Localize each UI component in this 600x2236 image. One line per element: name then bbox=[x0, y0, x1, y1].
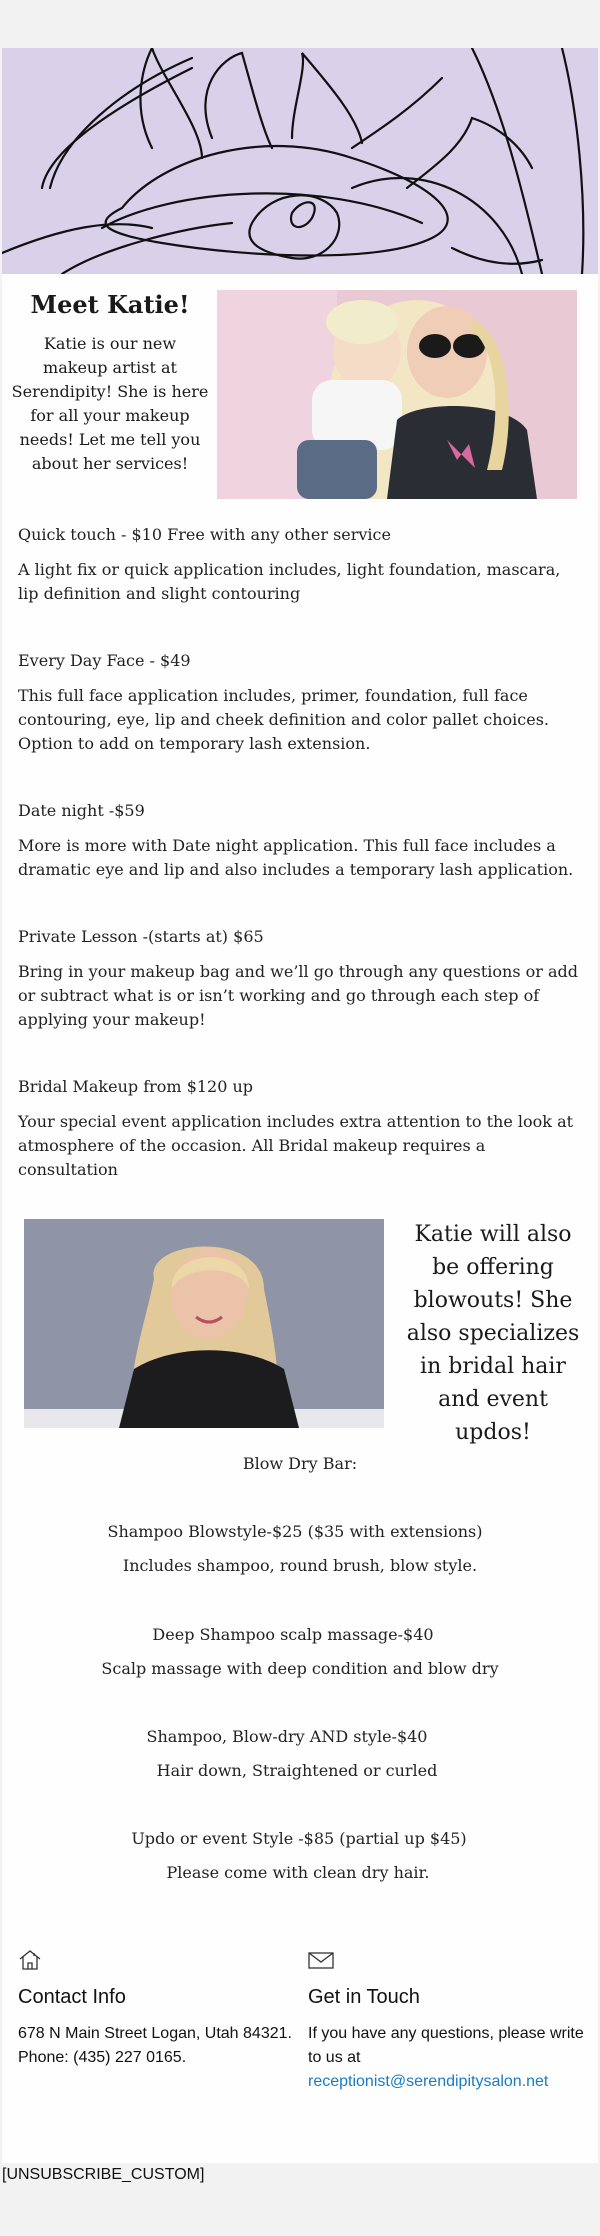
blowdry-item-description: Includes shampoo, round brush, blow style. bbox=[122, 1556, 478, 1575]
get-in-touch-section bbox=[308, 1948, 588, 2094]
get-in-touch-text: If you have any questions, please write to us at bbox=[308, 2025, 584, 2066]
blowdry-item-title: Deep Shampoo scalp massage-$40 bbox=[152, 1625, 434, 1644]
contact-phone[interactable]: Phone: (435) 227 0165. bbox=[18, 2049, 187, 2066]
service-quick-touch bbox=[18, 524, 584, 606]
service-date-night bbox=[18, 800, 584, 882]
katie-with-child-photo bbox=[217, 290, 577, 499]
blowdry-item-title: Shampoo, Blow-dry AND style-$40 bbox=[146, 1727, 428, 1746]
photo-placeholder-image bbox=[217, 290, 577, 499]
get-in-touch-title: Get in Touch bbox=[308, 1986, 420, 2008]
service-description: Your special event application includes extra attention to the look at atmosphere of the occasion. All Bridal makeup requires a consultation bbox=[18, 1112, 574, 1179]
service-title: Every Day Face - $49 bbox=[18, 651, 191, 670]
service-description: This full face application includes, primer, foundation, full face contouring, eye, lip and cheek definition and color pallet choices. Option to add on temporary lash extension. bbox=[18, 686, 549, 753]
service-description: A light fix or quick application includes, light foundation, mascara, lip definition and slight contouring bbox=[18, 560, 561, 603]
service-description: More is more with Date night application. This full face includes a dramatic eye and lip and also includes a temporary lash application. bbox=[18, 836, 574, 879]
service-title: Quick touch - $10 Free with any other service bbox=[18, 525, 391, 544]
blowdry-item-description: Please come with clean dry hair. bbox=[166, 1863, 430, 1882]
email-link[interactable]: receptionist@serendipitysalon.net bbox=[308, 2073, 549, 2090]
katie-portrait-photo bbox=[24, 1219, 384, 1428]
blowout-announcement: Katie will also be offering blowouts! She also specializes in bridal hair and event updos! bbox=[406, 1222, 580, 1445]
contact-info-section bbox=[18, 1948, 298, 2070]
service-description: Bring in your makeup bag and we’ll go through any questions or add or subtract what is or isn’t working and go through each step of applying your makeup! bbox=[18, 962, 579, 1029]
meet-description: Katie is our new makeup artist at Serendipity! She is here for all your makeup needs! Let me tell you about her services! bbox=[11, 334, 209, 473]
service-every-day-face bbox=[18, 650, 584, 756]
meet-katie-section bbox=[10, 290, 210, 476]
blowdry-item-description: Hair down, Straightened or curled bbox=[156, 1761, 438, 1780]
blow-dry-bar-heading: Blow Dry Bar: bbox=[242, 1454, 358, 1473]
service-private-lesson bbox=[18, 926, 584, 1032]
blowdry-item-title: Shampoo Blowstyle-$25 ($35 with extensions) bbox=[107, 1522, 483, 1541]
contact-address: 678 N Main Street Logan, Utah 84321. bbox=[18, 2025, 292, 2042]
hero-banner bbox=[2, 48, 598, 274]
contact-info-title: Contact Info bbox=[18, 1986, 126, 2008]
service-title: Bridal Makeup from $120 up bbox=[18, 1077, 254, 1096]
eye-lineart-illustration bbox=[2, 48, 598, 274]
service-bridal-makeup bbox=[18, 1076, 584, 1182]
envelope-icon bbox=[308, 1948, 332, 1972]
photo-placeholder-image bbox=[24, 1219, 384, 1428]
blowdry-item-description: Scalp massage with deep condition and blow dry bbox=[101, 1659, 499, 1678]
blowdry-item-title: Updo or event Style -$85 (partial up $45) bbox=[131, 1829, 467, 1848]
service-title: Date night -$59 bbox=[18, 801, 145, 820]
meet-title: Meet Katie! bbox=[30, 290, 190, 319]
unsubscribe-link[interactable]: [UNSUBSCRIBE_CUSTOM] bbox=[2, 2166, 205, 2183]
house-icon bbox=[18, 1948, 42, 1972]
service-title: Private Lesson -(starts at) $65 bbox=[18, 927, 264, 946]
